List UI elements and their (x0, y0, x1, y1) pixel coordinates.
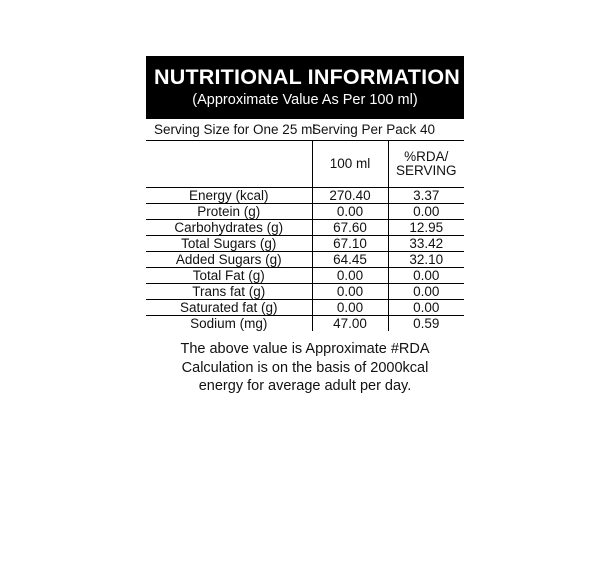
nutrient-rda: 33.42 (388, 235, 464, 251)
nutrient-name: Saturated fat (g) (146, 299, 312, 315)
page-title: NUTRITIONAL INFORMATION (154, 65, 460, 89)
table-row (146, 251, 464, 267)
nutrient-amount: 0.00 (312, 267, 388, 283)
nutrient-rda: 12.95 (388, 219, 464, 235)
nutrient-name: Sodium (mg) (146, 315, 312, 331)
header-rda (388, 140, 464, 187)
table-row (146, 235, 464, 251)
footnote (146, 340, 464, 396)
nutrient-amount: 0.00 (312, 299, 388, 315)
nutrient-rda: 0.59 (388, 315, 464, 331)
header-rda-line1: %RDA/ (404, 148, 449, 164)
header-amount: 100 ml (312, 140, 388, 187)
nutrient-rda: 0.00 (388, 203, 464, 219)
table-row (146, 299, 464, 315)
table-header-row (146, 140, 464, 187)
nutrient-name: Total Fat (g) (146, 267, 312, 283)
nutrient-name: Added Sugars (g) (146, 251, 312, 267)
nutrient-rda: 32.10 (388, 251, 464, 267)
nutrient-amount: 67.60 (312, 219, 388, 235)
nutrition-table (146, 118, 464, 331)
table-row (146, 283, 464, 299)
nutrient-rda: 0.00 (388, 283, 464, 299)
label-subtitle: (Approximate Value As Per 100 ml) (192, 91, 418, 108)
table-row (146, 187, 464, 203)
nutrient-amount: 64.45 (312, 251, 388, 267)
footnote-line-1: The above value is Approximate #RDA (180, 340, 430, 357)
nutrient-amount: 0.00 (312, 203, 388, 219)
nutrient-name: Protein (g) (146, 203, 312, 219)
table-row (146, 315, 464, 331)
header-rda-line2: SERVING (395, 162, 457, 178)
nutrient-amount: 270.40 (312, 187, 388, 203)
table-row (146, 203, 464, 219)
nutrient-rda: 0.00 (388, 299, 464, 315)
serving-info-row (146, 118, 464, 140)
nutrient-name: Energy (kcal) (146, 187, 312, 203)
nutrient-amount: 0.00 (312, 283, 388, 299)
table-row (146, 219, 464, 235)
nutrient-name: Carbohydrates (g) (146, 219, 312, 235)
nutrient-name: Trans fat (g) (146, 283, 312, 299)
footnote-line-3: energy for average adult per day. (198, 378, 412, 395)
nutrition-label-panel (146, 56, 464, 396)
label-header (146, 56, 464, 118)
nutrient-amount: 47.00 (312, 315, 388, 331)
serving-size-text: Serving Size for One 25 ml (146, 118, 312, 140)
nutrient-amount: 67.10 (312, 235, 388, 251)
table-row (146, 267, 464, 283)
serving-per-pack-text: Serving Per Pack 40 (312, 118, 464, 140)
header-nutrient-blank (146, 140, 312, 187)
footnote-line-2: Calculation is on the basis of 2000kcal (181, 359, 429, 376)
nutrient-name: Total Sugars (g) (146, 235, 312, 251)
nutrient-rda: 3.37 (388, 187, 464, 203)
nutrient-rda: 0.00 (388, 267, 464, 283)
